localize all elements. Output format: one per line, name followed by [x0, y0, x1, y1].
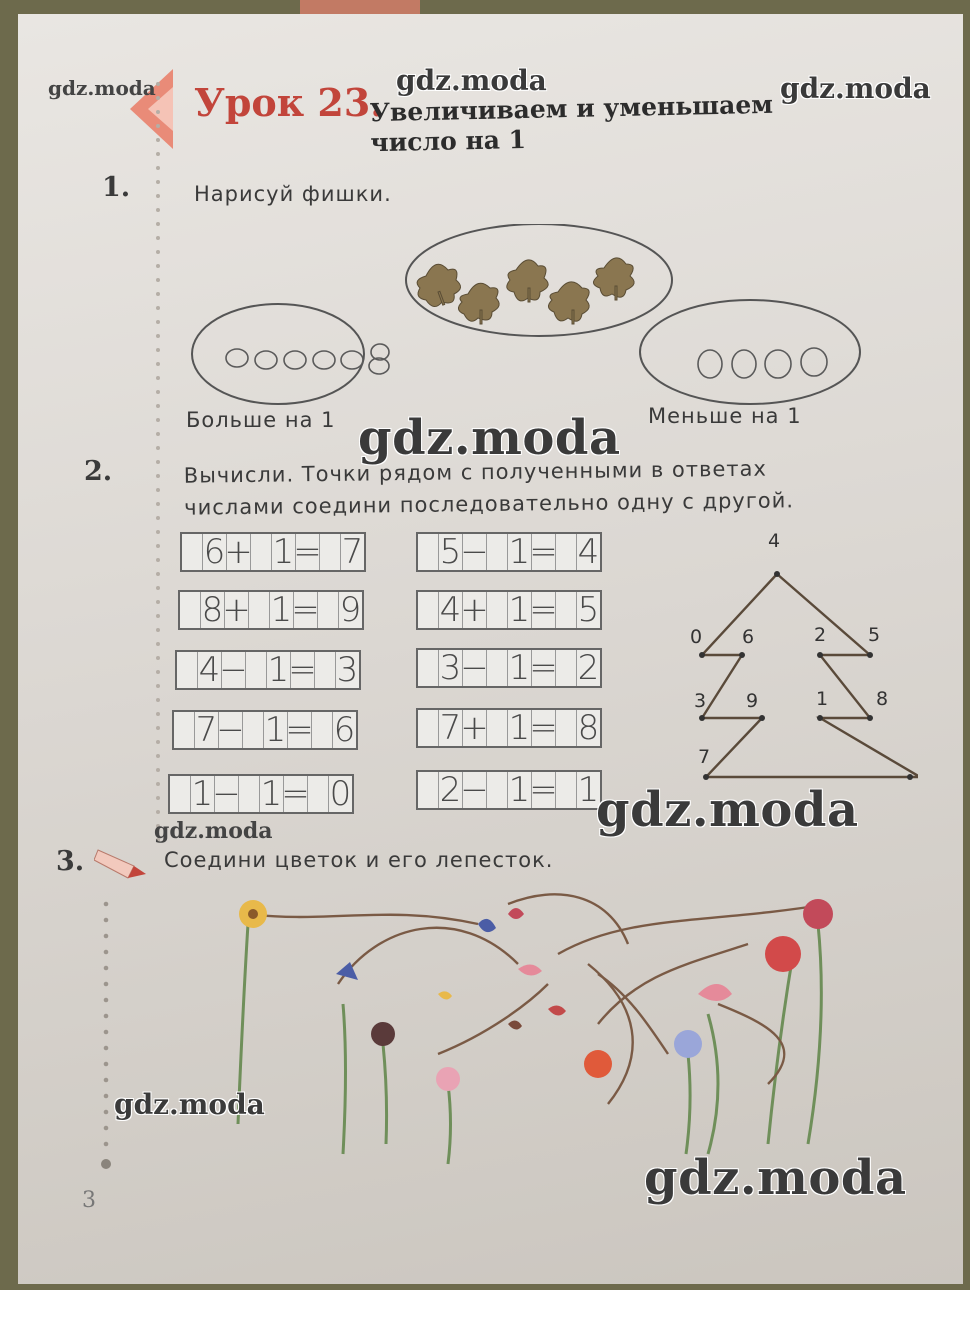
cell-equals: =	[293, 532, 322, 572]
cell-blank	[487, 772, 508, 808]
pencil-icon	[94, 840, 150, 884]
page-number: 3	[82, 1188, 96, 1213]
drawn-chips-right	[698, 348, 827, 378]
lesson-title-line2: число на 1	[370, 124, 527, 158]
tree-label-1: 1	[816, 688, 829, 710]
cell-operand: 1	[191, 774, 214, 814]
tree-label-2: 2	[814, 624, 827, 646]
dot-to-dot-tree	[678, 524, 918, 794]
cell-blank	[239, 776, 260, 812]
cell-operand: 1	[508, 648, 531, 688]
task2-instruction-line2: числами соедини последовательно одну с другой.	[184, 488, 795, 520]
cell-operand: 2	[439, 770, 462, 810]
tree-label-4: 4	[768, 530, 781, 552]
cell-blank	[418, 534, 439, 570]
cell-operator: −	[212, 774, 241, 814]
cell-operand: 1	[264, 710, 287, 750]
cell-operator: +	[224, 532, 253, 572]
lesson-number: Урок 23.	[194, 80, 384, 125]
cell-operand: 1	[508, 708, 531, 748]
cell-blank	[180, 592, 201, 628]
cell-answer: 6	[333, 710, 356, 750]
cell-answer: 3	[336, 650, 359, 690]
cell-blank	[556, 534, 577, 570]
cell-operator: +	[222, 590, 251, 630]
tree-label-7: 7	[698, 746, 711, 768]
tree-dots	[699, 571, 913, 780]
cell-blank	[487, 650, 508, 686]
acorn-chips	[417, 258, 634, 324]
task1-right-caption: Меньше на 1	[648, 404, 802, 428]
cell-operand: 3	[439, 648, 462, 688]
equation-row	[416, 590, 602, 630]
watermark: gdz.moda	[780, 72, 931, 105]
cell-blank	[418, 710, 439, 746]
equation-row	[178, 590, 364, 630]
cell-blank	[418, 650, 439, 686]
cell-operator: +	[460, 708, 489, 748]
tree-label-6: 6	[742, 626, 755, 648]
chip-5	[593, 258, 634, 297]
chip-2	[458, 283, 499, 321]
cell-operand: 6	[203, 532, 226, 572]
tree-label-5: 5	[868, 624, 881, 646]
cell-blank	[312, 712, 333, 748]
chip-4	[548, 282, 589, 321]
cell-equals: =	[288, 650, 317, 690]
cell-blank	[318, 592, 339, 628]
task3-instruction: Соедини цветок и его лепесток.	[164, 848, 554, 872]
cell-blank	[556, 772, 577, 808]
equation-row	[416, 532, 602, 572]
task3-number: 3.	[56, 846, 85, 877]
equation-row	[416, 770, 602, 810]
cell-blank	[487, 592, 508, 628]
cell-operand: 7	[439, 708, 462, 748]
cell-blank	[487, 710, 508, 746]
equation-row	[168, 774, 354, 814]
tree-label-8: 8	[876, 688, 889, 710]
cell-blank	[315, 652, 336, 688]
watermark: gdz.moda	[114, 1088, 265, 1121]
cell-operand: 1	[272, 532, 295, 572]
cell-operator: −	[460, 648, 489, 688]
equation-row	[175, 650, 361, 690]
cell-answer: 9	[339, 590, 362, 630]
chip-3	[507, 260, 548, 301]
watermark: gdz.moda	[48, 76, 156, 100]
cell-operand: 1	[270, 590, 293, 630]
cell-blank	[487, 534, 508, 570]
watermark: gdz.moda	[358, 410, 621, 466]
watermark: gdz.moda	[154, 818, 273, 844]
cell-blank	[177, 652, 198, 688]
tree-label-9: 9	[746, 690, 759, 712]
equation-row	[172, 710, 358, 750]
cell-operand: 1	[508, 532, 531, 572]
cell-blank	[243, 712, 264, 748]
cell-equals: =	[285, 710, 314, 750]
cell-operator: −	[219, 650, 248, 690]
cell-answer: 0	[329, 774, 352, 814]
cell-blank	[556, 650, 577, 686]
cell-answer: 4	[577, 532, 600, 572]
cell-operand: 1	[267, 650, 290, 690]
cell-operator: −	[460, 532, 489, 572]
cell-blank	[249, 592, 270, 628]
tree-drawn-line	[702, 574, 918, 777]
watermark: gdz.moda	[644, 1150, 907, 1206]
cell-answer: 2	[577, 648, 600, 688]
equation-row	[180, 532, 366, 572]
cell-answer: 5	[577, 590, 600, 630]
cell-blank	[418, 772, 439, 808]
cell-operand: 1	[508, 590, 531, 630]
cell-blank	[308, 776, 329, 812]
task1-instruction: Нарисуй фишки.	[194, 182, 392, 206]
cell-blank	[556, 710, 577, 746]
watermark: gdz.moda	[596, 782, 859, 838]
cell-blank	[170, 776, 191, 812]
left-oval	[192, 304, 364, 404]
cell-equals: =	[529, 590, 558, 630]
lesson-title-line1: Увеличиваем и уменьшаем	[369, 89, 774, 128]
task1-number: 1.	[102, 172, 131, 203]
cell-operand: 4	[198, 650, 221, 690]
task2-instruction-line1: Вычисли. Точки рядом с полученными в ответах	[183, 456, 768, 488]
equation-row	[416, 708, 602, 748]
cell-equals: =	[281, 774, 310, 814]
cell-operand: 7	[195, 710, 218, 750]
flowers-illustration	[208, 884, 888, 1174]
watermark: gdz.moda	[396, 64, 547, 97]
task1-left-caption: Больше на 1	[186, 408, 336, 432]
cell-equals: =	[529, 648, 558, 688]
workbook-page	[18, 14, 963, 1284]
connecting-lines	[248, 894, 828, 1104]
margin-dotted-line-lower	[96, 834, 116, 1194]
cell-blank	[320, 534, 341, 570]
cell-answer: 7	[341, 532, 364, 572]
cell-equals: =	[529, 770, 558, 810]
cell-blank	[182, 534, 203, 570]
cell-blank	[246, 652, 267, 688]
task1-illustration	[178, 224, 878, 424]
chip-1	[417, 264, 460, 306]
lesson-title	[369, 90, 773, 158]
cell-operand: 1	[260, 774, 283, 814]
tree-label-3: 3	[694, 690, 707, 712]
task2-number: 2.	[84, 456, 113, 487]
tree-label-0: 0	[690, 626, 703, 648]
cell-equals: =	[291, 590, 320, 630]
cell-operand: 8	[201, 590, 224, 630]
cell-equals: =	[529, 708, 558, 748]
flower-stems	[238, 924, 821, 1164]
cell-blank	[251, 534, 272, 570]
cell-answer: 1	[577, 770, 600, 810]
cell-equals: =	[529, 532, 558, 572]
cell-blank	[556, 592, 577, 628]
cell-operand: 4	[439, 590, 462, 630]
cell-answer: 8	[577, 708, 600, 748]
cell-operand: 1	[508, 770, 531, 810]
cell-blank	[174, 712, 195, 748]
cell-operand: 5	[439, 532, 462, 572]
cell-blank	[418, 592, 439, 628]
cell-operator: −	[460, 770, 489, 810]
cell-operator: +	[460, 590, 489, 630]
cell-operator: −	[216, 710, 245, 750]
equation-row	[416, 648, 602, 688]
